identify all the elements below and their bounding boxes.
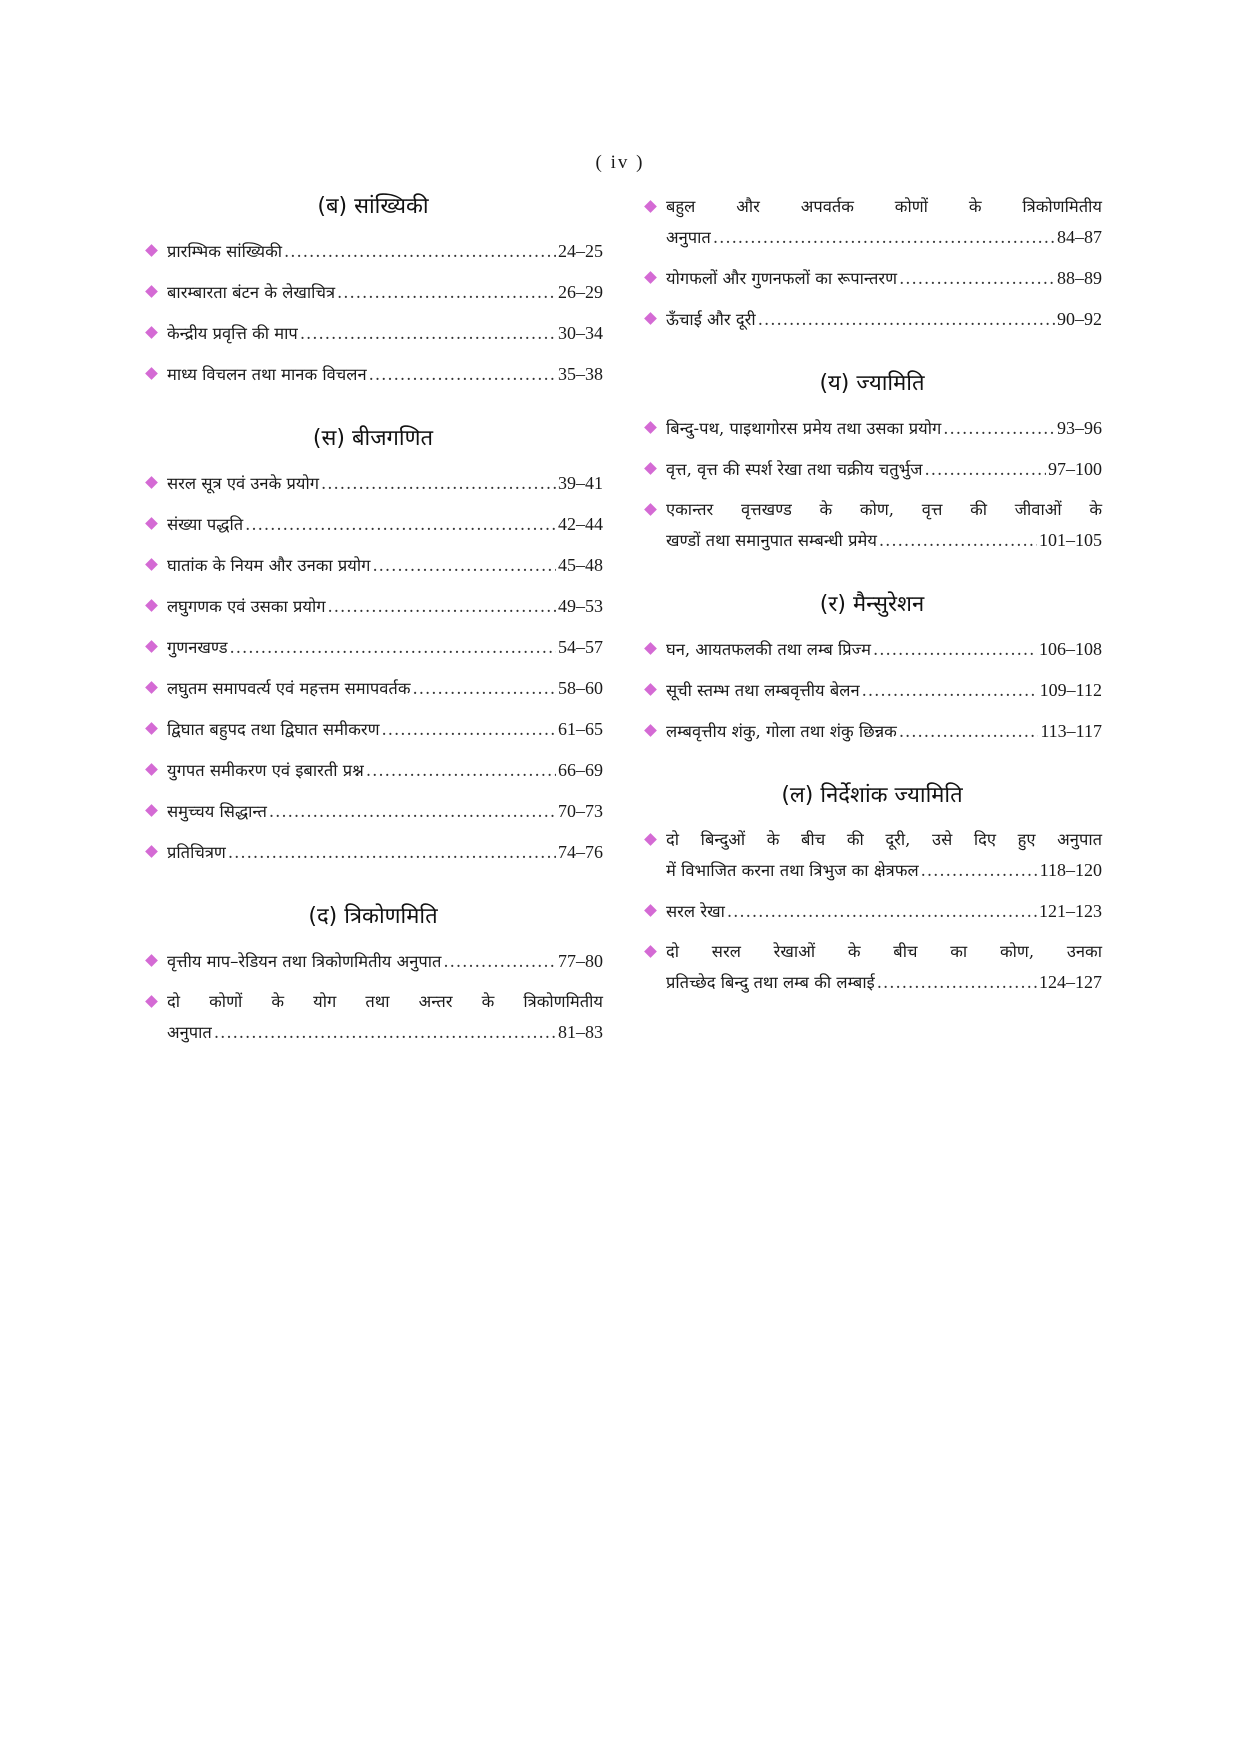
diamond-bullet-icon <box>143 673 167 703</box>
entry-title: लघुगणक एवं उसका प्रयोग <box>167 597 326 616</box>
dot-leader <box>921 856 1038 886</box>
entry-title: प्रतिचित्रण <box>167 843 226 862</box>
entry-title: प्रारम्भिक सांख्यिकी <box>167 242 283 261</box>
dot-leader <box>328 592 556 622</box>
page-range: 93–96 <box>1057 418 1102 438</box>
entry-title: सरल रेखा <box>666 902 725 921</box>
diamond-bullet-icon <box>642 716 666 746</box>
toc-entry[interactable] <box>642 896 1102 927</box>
entry-title-line: एकान्तर वृत्तखण्ड के कोण, वृत्त की जीवाओं के <box>666 500 1102 519</box>
dot-leader <box>369 360 556 390</box>
entry-title-line: दो सरल रेखाओं के बीच का कोण, उनका <box>666 942 1102 961</box>
toc-entry[interactable] <box>642 634 1102 665</box>
toc-section <box>642 369 1102 556</box>
diamond-bullet-icon <box>642 825 666 855</box>
page-range: 54–57 <box>558 637 603 657</box>
diamond-bullet-icon <box>642 634 666 664</box>
toc-left-column <box>143 192 603 1082</box>
dot-leader <box>943 414 1055 444</box>
page-range: 66–69 <box>558 760 603 780</box>
page-range: 30–34 <box>558 323 603 343</box>
entry-title: घन, आयतफलकी तथा लम्ब प्रिज्म <box>666 640 871 659</box>
toc-entry[interactable] <box>642 675 1102 706</box>
diamond-bullet-icon <box>143 468 167 498</box>
toc-entry[interactable] <box>642 304 1102 335</box>
dot-leader <box>877 968 1037 998</box>
toc-section <box>642 781 1102 998</box>
page-range: 39–41 <box>558 473 603 493</box>
section-title: (ब) सांख्यिकी <box>317 194 429 219</box>
entry-title: वृत्त, वृत्त की स्पर्श रेखा तथा चक्रीय चतुर्भुज <box>666 460 923 479</box>
dot-leader <box>873 635 1037 665</box>
page-range: 81–83 <box>558 1022 603 1042</box>
page-range: 97–100 <box>1048 459 1102 479</box>
entry-title-line: दो बिन्दुओं के बीच की दूरी, उसे दिए हुए अनुपात <box>666 830 1102 849</box>
diamond-bullet-icon <box>143 755 167 785</box>
toc-entry[interactable] <box>143 632 603 663</box>
diamond-bullet-icon <box>143 987 167 1017</box>
entry-title: युगपत समीकरण एवं इबारती प्रश्न <box>167 761 364 780</box>
diamond-bullet-icon <box>143 550 167 580</box>
dot-leader <box>413 674 557 704</box>
page-range: 35–38 <box>558 364 603 384</box>
toc-entry[interactable] <box>143 468 603 499</box>
toc-entry[interactable] <box>143 987 603 1048</box>
entry-title: में विभाजित करना तथा त्रिभुज का क्षेत्रफल <box>666 861 919 880</box>
page-range: 113–117 <box>1040 721 1102 741</box>
toc-section <box>143 902 603 1048</box>
diamond-bullet-icon <box>642 454 666 484</box>
diamond-bullet-icon <box>143 632 167 662</box>
dot-leader <box>727 897 1037 927</box>
dot-leader <box>269 797 556 827</box>
toc-entry[interactable] <box>143 550 603 581</box>
toc-entry[interactable] <box>143 837 603 868</box>
dot-leader <box>337 278 556 308</box>
diamond-bullet-icon <box>642 937 666 967</box>
entry-title: लघुतम समापवर्त्य एवं महत्तम समापवर्तक <box>167 679 411 698</box>
page-range: 121–123 <box>1039 901 1102 921</box>
toc-entry[interactable] <box>143 796 603 827</box>
page-range: 24–25 <box>558 241 603 261</box>
entry-title: अनुपात <box>167 1023 212 1042</box>
toc-entry[interactable] <box>642 454 1102 485</box>
diamond-bullet-icon <box>143 714 167 744</box>
section-title: (ल) निर्देशांक ज्यामिति <box>781 783 963 808</box>
dot-leader <box>879 526 1037 556</box>
section-title: (द) त्रिकोणमिति <box>308 904 438 929</box>
diamond-bullet-icon <box>642 495 666 525</box>
entry-title: प्रतिच्छेद बिन्दु तथा लम्ब की लम्बाई <box>666 973 875 992</box>
diamond-bullet-icon <box>143 591 167 621</box>
page-range: 42–44 <box>558 514 603 534</box>
toc-entry[interactable] <box>143 591 603 622</box>
page-range: 58–60 <box>558 678 603 698</box>
dot-leader <box>862 676 1038 706</box>
entry-title: योगफलों और गुणनफलों का रूपान्तरण <box>666 269 898 288</box>
diamond-bullet-icon <box>143 509 167 539</box>
entry-title: समुच्चय सिद्धान्त <box>167 802 267 821</box>
entry-title: लम्बवृत्तीय शंकु, गोला तथा शंकु छिन्नक <box>666 722 897 741</box>
dot-leader <box>214 1018 556 1048</box>
entry-title: द्विघात बहुपद तथा द्विघात समीकरण <box>167 720 380 739</box>
page-range: 118–120 <box>1039 860 1102 880</box>
toc-section <box>143 424 603 868</box>
toc-entry[interactable] <box>642 263 1102 294</box>
diamond-bullet-icon <box>642 304 666 334</box>
entry-title: गुणनखण्ड <box>167 638 228 657</box>
entry-title: खण्डों तथा समानुपात सम्बन्धी प्रमेय <box>666 531 877 550</box>
toc-entry[interactable] <box>143 359 603 390</box>
entry-title: संख्या पद्धति <box>167 515 244 534</box>
dot-leader <box>713 223 1055 253</box>
page-range: 109–112 <box>1039 680 1102 700</box>
page-range: 74–76 <box>558 842 603 862</box>
entry-title: सूची स्तम्भ तथा लम्बवृत्तीय बेलन <box>666 681 860 700</box>
page-range: 70–73 <box>558 801 603 821</box>
diamond-bullet-icon <box>143 277 167 307</box>
page-range: 106–108 <box>1039 639 1102 659</box>
toc-entry[interactable] <box>143 509 603 540</box>
dot-leader <box>228 838 556 868</box>
toc-entry[interactable] <box>143 714 603 745</box>
toc-entry[interactable] <box>143 277 603 308</box>
toc-entry[interactable] <box>143 236 603 267</box>
toc-entry[interactable] <box>642 192 1102 253</box>
dot-leader <box>899 717 1039 747</box>
page-range: 49–53 <box>558 596 603 616</box>
dot-leader <box>366 756 556 786</box>
section-title: (य) ज्यामिति <box>819 371 925 396</box>
dot-leader <box>382 715 556 745</box>
toc-entry[interactable] <box>143 946 603 977</box>
toc-entry[interactable] <box>143 673 603 704</box>
page-range: 77–80 <box>558 951 603 971</box>
page-range: 88–89 <box>1057 268 1102 288</box>
dot-leader <box>443 947 556 977</box>
dot-leader <box>230 633 556 663</box>
diamond-bullet-icon <box>642 263 666 293</box>
diamond-bullet-icon <box>143 236 167 266</box>
diamond-bullet-icon <box>143 318 167 348</box>
toc-section <box>642 590 1102 747</box>
diamond-bullet-icon <box>143 796 167 826</box>
diamond-bullet-icon <box>642 675 666 705</box>
page-range: 61–65 <box>558 719 603 739</box>
entry-title: घातांक के नियम और उनका प्रयोग <box>167 556 371 575</box>
entry-title: सरल सूत्र एवं उनके प्रयोग <box>167 474 320 493</box>
page-range: 45–48 <box>558 555 603 575</box>
section-title: (र) मैन्सुरेशन <box>819 592 925 617</box>
toc-entry[interactable] <box>642 825 1102 886</box>
dot-leader <box>245 510 556 540</box>
diamond-bullet-icon <box>143 359 167 389</box>
toc-section <box>642 192 1102 335</box>
entry-title-line: दो कोणों के योग तथा अन्तर के त्रिकोणमितीय <box>167 992 603 1011</box>
entry-title: केन्द्रीय प्रवृत्ति की माप <box>167 324 298 343</box>
diamond-bullet-icon <box>143 946 167 976</box>
toc-entry[interactable] <box>642 495 1102 556</box>
page-number: ( iv ) <box>595 152 645 173</box>
entry-title: बारम्बारता बंटन के लेखाचित्र <box>167 283 336 302</box>
page-range: 90–92 <box>1057 309 1102 329</box>
diamond-bullet-icon <box>642 192 666 222</box>
diamond-bullet-icon <box>642 413 666 443</box>
dot-leader <box>300 319 556 349</box>
toc-entry[interactable] <box>642 937 1102 998</box>
page-range: 26–29 <box>558 282 603 302</box>
page-range: 101–105 <box>1039 530 1102 550</box>
page-range: 124–127 <box>1039 972 1102 992</box>
toc-entry[interactable] <box>642 716 1102 747</box>
section-title: (स) बीजगणित <box>312 426 434 451</box>
entry-title: माध्य विचलन तथा मानक विचलन <box>167 365 367 384</box>
entry-title: बिन्दु-पथ, पाइथागोरस प्रमेय तथा उसका प्रयोग <box>666 419 942 438</box>
entry-title: ऊँचाई और दूरी <box>666 310 756 329</box>
entry-title-line: बहुल और अपवर्तक कोणों के त्रिकोणमितीय <box>666 197 1102 216</box>
toc-right-column <box>642 192 1102 1032</box>
toc-entry[interactable] <box>143 755 603 786</box>
toc-section <box>143 192 603 390</box>
entry-title: अनुपात <box>666 228 711 247</box>
toc-entry[interactable] <box>143 318 603 349</box>
entry-title: वृत्तीय माप–रेडियन तथा त्रिकोणमितीय अनुपात <box>167 952 442 971</box>
dot-leader <box>925 455 1046 485</box>
dot-leader <box>284 237 556 267</box>
toc-entry[interactable] <box>642 413 1102 444</box>
diamond-bullet-icon <box>143 837 167 867</box>
dot-leader <box>321 469 556 499</box>
page-range: 84–87 <box>1057 227 1102 247</box>
dot-leader <box>372 551 556 581</box>
diamond-bullet-icon <box>642 896 666 926</box>
dot-leader <box>758 305 1055 335</box>
dot-leader <box>899 264 1055 294</box>
